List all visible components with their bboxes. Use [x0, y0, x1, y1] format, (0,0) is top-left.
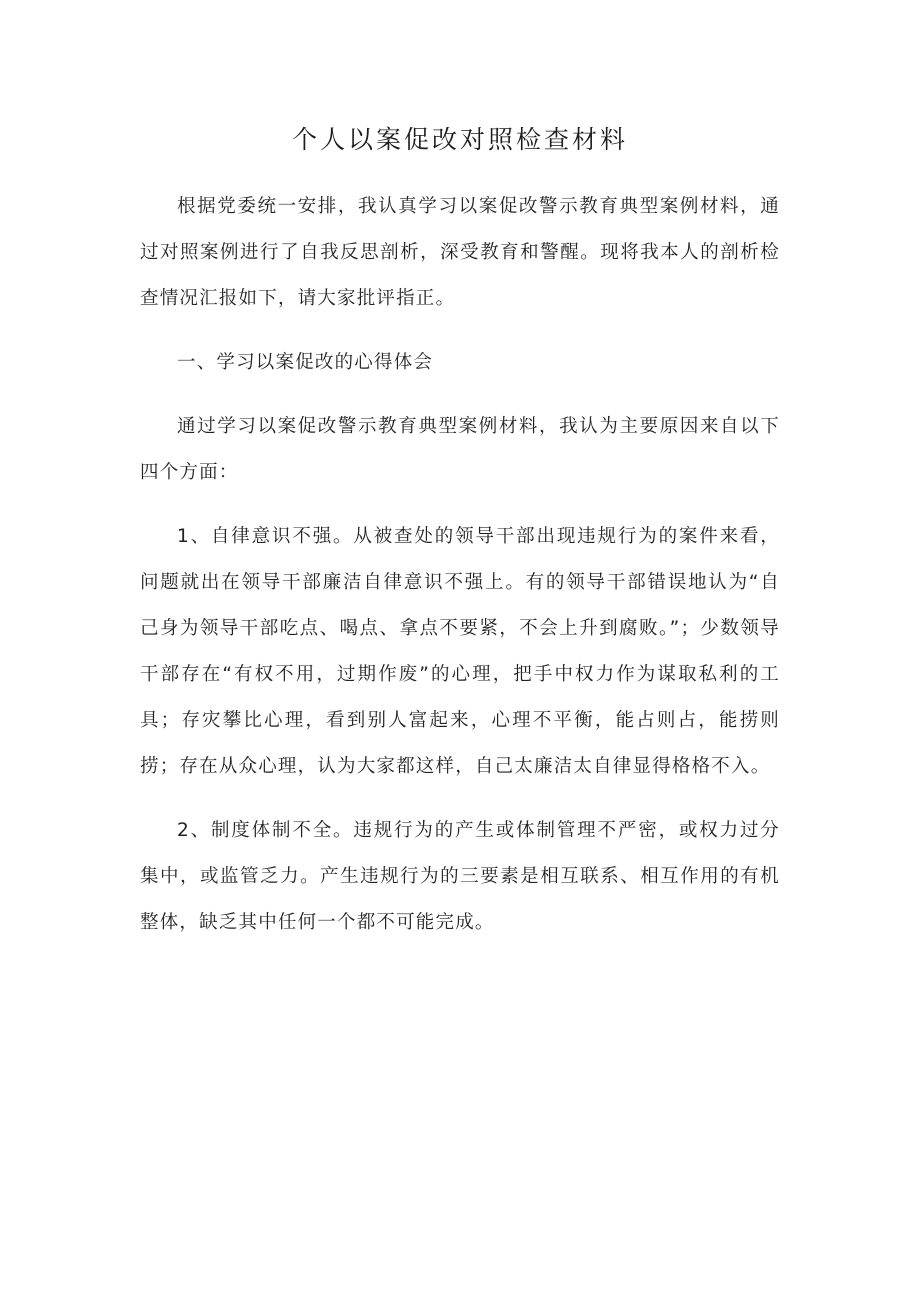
point-1-paragraph: 1、自律意识不强。从被查处的领导干部出现违规行为的案件来看，问题就出在领导干部廉洁自律意识不强上。有的领导干部错误地认为“自己身为领导干部吃点、喝点、拿点不要紧，不会上升到腐败。”；少数领导干部存在“有权不用，过期作废”的心理，把手中权力作为谋取私利的工具；存灾攀比心理，看到别人富起来，心理不平衡，能占则占，能捞则捞；存在从众心理，认为大家都这样，自己太廉洁太自律显得格格不入。: [140, 526, 780, 777]
intro-paragraph: 根据党委统一安排，我认真学习以案促改警示教育典型案例材料，通过对照案例进行了自我反思剖析，深受教育和警醒。现将我本人的剖析检查情况汇报如下，请大家批评指正。: [140, 196, 780, 309]
section-heading: 一、学习以案促改的心得体会: [177, 352, 434, 373]
document-title: 个人以案促改对照检查材料: [291, 125, 628, 154]
section-intro-paragraph: 通过学习以案促改警示教育典型案例材料，我认为主要原因来自以下四个方面：: [140, 416, 780, 483]
point-2-paragraph: 2、制度体制不全。违规行为的产生或体制管理不严密，或权力过分集中，或监管乏力。产生违规行为的三要素是相互联系、相互作用的有机整体，缺乏其中任何一个都不可能完成。: [140, 820, 780, 933]
